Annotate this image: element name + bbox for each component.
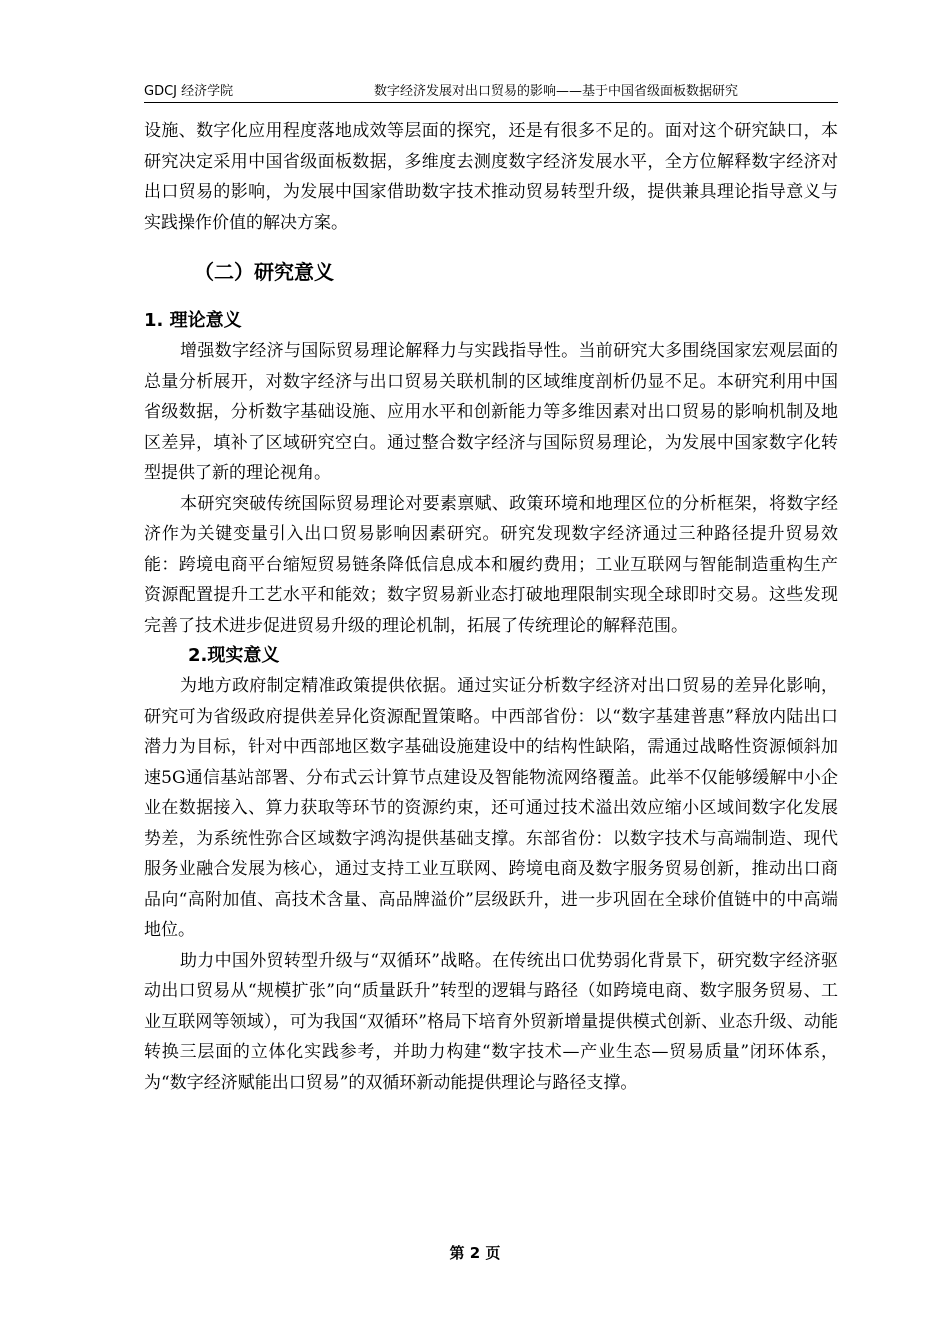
theory-title: 1. 理论意义 [144,310,242,331]
header-document-title: 数字经济发展对出口贸易的影响——基于中国省级面板数据研究 [374,84,739,99]
theory-paragraph-1: 增强数字经济与国际贸易理论解释力与实践指导性。当前研究大多围绕国家宏观层面的总量分析展开，对数字经济与出口贸易关联机制的区域维度剖析仍显不足。本研究利用中国省级数据，分析数字基础设施、应用水平和创新能力等多维因素对出口贸易的影响机制及地区差异，填补了区域研究空白。通过整合数字经济与国际贸易理论，为发展中国家数字化转型提供了新的理论视角。 [144,341,838,483]
practice-title: 2.现实意义 [188,645,280,666]
section-title: （二）研究意义 [194,260,334,284]
theory-paragraph-2: 本研究突破传统国际贸易理论对要素禀赋、政策环境和地理区位的分析框架，将数字经济作为关键变量引入出口贸易影响因素研究。研究发现数字经济通过三种路径提升贸易效能：跨境电商平台缩短贸易链条降低信息成本和履约费用；工业互联网与智能制造重构生产资源配置提升工艺水平和能效；数字贸易新业态打破地理限制实现全球即时交易。这些发现完善了技术进步促进贸易升级的理论机制，拓展了传统理论的解释范围。 [144,493,838,636]
page-number: 第 2 页 [449,1244,501,1262]
page-header [144,74,838,103]
page-body [144,116,838,1098]
intro-paragraph: 设施、数字化应用程度落地成效等层面的探究，还是有很多不足的。面对这个研究缺口，本研究决定采用中国省级面板数据，多维度去测度数字经济发展水平，全方位解释数字经济对出口贸易的影响，为发展中国家借助数字技术推动贸易转型升级，提供兼具理论指导意义与实践操作价值的解决方案。 [144,121,838,233]
practice-paragraph-2: 助力中国外贸转型升级与“双循环”战略。在传统出口优势弱化背景下，研究数字经济驱动出口贸易从“规模扩张”向“质量跃升”转型的逻辑与路径（如跨境电商、数字服务贸易、工业互联网等领域），可为我国“双循环”格局下培育外贸新增量提供模式创新、业态升级、动能转换三层面的立体化实践参考，并助力构建“数字技术—产业生态—贸易质量”闭环体系，为“数字经济赋能出口贸易”的双循环新动能提供理论与路径支撑。 [144,950,838,1093]
header-institution: GDCJ 经济学院 [144,84,234,99]
practice-paragraph-1: 为地方政府制定精准政策提供依据。通过实证分析数字经济对出口贸易的差异化影响，研究可为省级政府提供差异化资源配置策略。中西部省份：以“数字基建普惠”释放内陆出口潜力为目标，针对中西部地区数字基础设施建设中的结构性缺陷，需通过战略性资源倾斜加速5G通信基站部署、分布式云计算节点建设及智能物流网络覆盖。此举不仅能够缓解中小企业在数据接入、算力获取等环节的资源约束，还可通过技术溢出效应缩小区域间数字化发展势差，为系统性弥合区域数字鸿沟提供基础支撑。东部省份：以数字技术与高端制造、现代服务业融合发展为核心，通过支持工业互联网、跨境电商及数字服务贸易创新，推动出口商品向“高附加值、高技术含量、高品牌溢价”层级跃升，进一步巩固在全球价值链中的中高端地位。 [144,676,838,940]
